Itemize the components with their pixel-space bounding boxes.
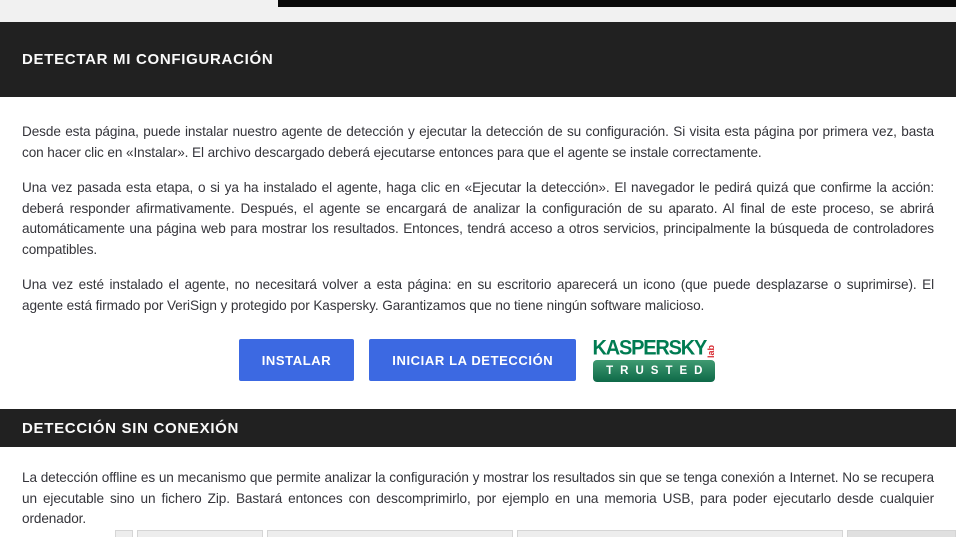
section-header-offline: [0, 409, 956, 447]
start-detection-button[interactable]: INICIAR LA DETECCIÓN: [369, 339, 576, 381]
detect-paragraph-2: Una vez pasada esta etapa, o si ya ha instalado el agente, haga clic en «Ejecutar la detección». El navegador le pedirá quizá que confirme la acción: deberá responder afirmativamente. Después, el agente se encargará de analizar la configuración de su aparato. Al final de este proceso, se abrirá automáticamente una página web para mostrar los resultados. Entonces, tendrá acceso a otros servicios, principalmente la búsqueda de controladores compatibles.: [22, 180, 934, 257]
top-strip: [0, 0, 956, 22]
bottom-cutoff-row: [0, 530, 956, 537]
cutoff-element: [847, 530, 956, 537]
detect-section-content: [0, 97, 956, 409]
cutoff-element: [517, 530, 843, 537]
kaspersky-wordmark: [592, 338, 716, 358]
action-row: [22, 338, 934, 382]
kaspersky-trusted-badge[interactable]: [591, 338, 717, 382]
install-button[interactable]: INSTALAR: [239, 339, 355, 381]
section-header-detect: [0, 22, 956, 97]
top-black-bar: [278, 0, 956, 7]
cutoff-element: [137, 530, 263, 537]
offline-section-title: DETECCIÓN SIN CONEXIÓN: [22, 419, 240, 437]
detect-paragraph-3: Una vez esté instalado el agente, no necesitará volver a esta página: en su escritorio aparecerá un icono (que puede desplazarse o suprimirse). El agente está firmado por VeriSign y protegido por Kaspersky. Garantizamos que no tiene ningún software malicioso.: [22, 277, 934, 313]
kaspersky-lab-text: lab: [706, 344, 717, 358]
kaspersky-trusted-bar: TRUSTED: [593, 360, 715, 382]
cutoff-element: [115, 530, 133, 537]
offline-section-content: [0, 447, 956, 530]
cutoff-element: [267, 530, 513, 537]
detect-paragraph-1: Desde esta página, puede instalar nuestro agente de detección y ejecutar la detección de su configuración. Si visita esta página por primera vez, basta con hacer clic en «Instalar». El archivo descargado deberá ejecutarse entonces para que el agente se instale correctamente.: [22, 124, 934, 160]
kaspersky-logo-text: KASPERSKY: [592, 336, 707, 360]
detect-section-title: DETECTAR MI CONFIGURACIÓN: [22, 51, 274, 68]
offline-paragraph-1: La detección offline es un mecanismo que permite analizar la configuración y mostrar los resultados sin que se tenga conexión a Internet. No se recupera un ejecutable sino un fichero Zip. Bastará entonces con descomprimirlo, por ejemplo en una memoria USB, para poder ejecutarlo desde cualquier ordenador.: [22, 470, 934, 526]
